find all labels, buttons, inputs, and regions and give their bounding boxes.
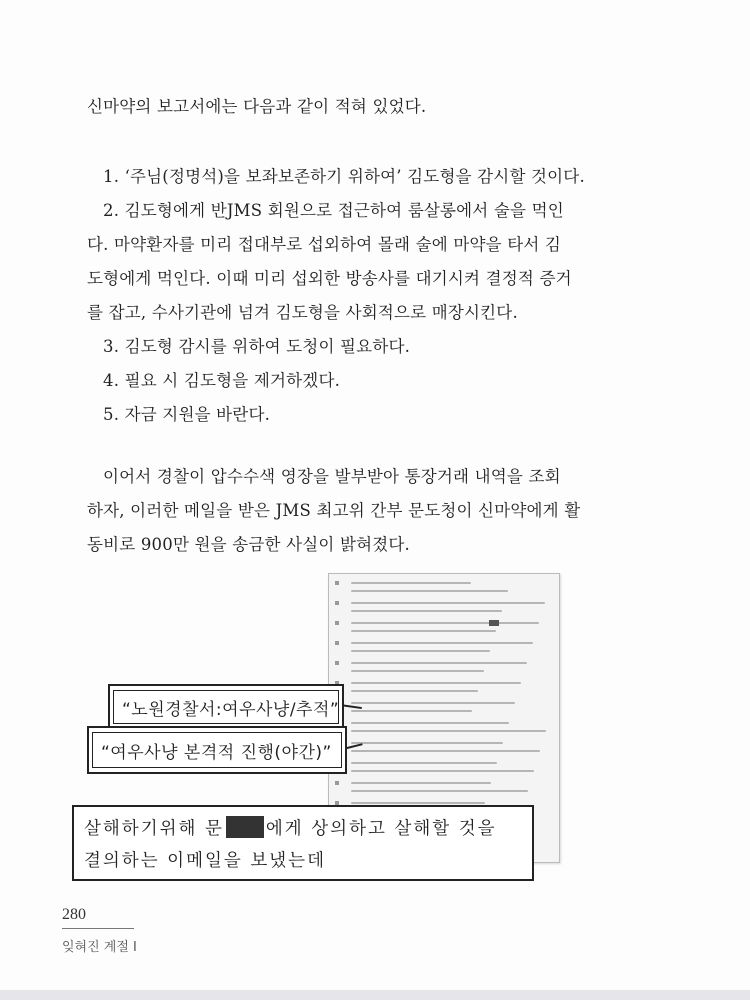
scan-text-line <box>351 750 540 752</box>
callout-caption-line-1 <box>84 813 522 845</box>
scan-redaction <box>489 620 499 626</box>
list-item-5: 5. 자금 지원을 바란다. <box>103 405 271 424</box>
scan-text-line <box>351 630 496 632</box>
scan-text-line <box>351 650 490 652</box>
scan-text-line <box>351 710 472 712</box>
scan-row-marker <box>335 641 339 645</box>
callout-caption-text-b: 에게 상의하고 살해할 것을 <box>265 819 497 839</box>
scan-text-line <box>351 582 471 584</box>
callout-quote-1-text: “노원경찰서:여우사냥/추적” <box>113 690 339 724</box>
scan-row-marker <box>335 581 339 585</box>
scan-text-line <box>351 702 515 704</box>
scan-text-line <box>351 670 484 672</box>
list-item-2-cont-2: 도형에게 먹인다. 이때 미리 섭외한 방송사를 대기시켜 결정적 증거 <box>87 269 572 288</box>
scan-text-line <box>351 790 528 792</box>
book-title: 잊혀진 계절 I <box>62 940 137 955</box>
callout-caption-text-a: 살해하기위해 문 <box>84 819 224 839</box>
scan-row-marker <box>335 621 339 625</box>
callout-caption <box>72 805 534 881</box>
scan-text-line <box>351 610 502 612</box>
scan-text-line <box>351 662 527 664</box>
list-item-2-cont-3: 를 잡고, 수사기관에 넘겨 김도형을 사회적으로 매장시킨다. <box>87 303 518 322</box>
scan-text-line <box>351 802 485 804</box>
callout-quote-2-text: “여우사냥 본격적 진행(야간)” <box>92 732 342 768</box>
list-item-2: 2. 김도형에게 반JMS 회원으로 접근하여 룸살롱에서 술을 먹인 <box>103 201 564 220</box>
scan-text-line <box>351 782 491 784</box>
scan-text-line <box>351 742 503 744</box>
callout-caption-line-2: 결의하는 이메일을 보냈는데 <box>84 851 326 871</box>
outro-line-3: 동비로 900만 원을 송금한 사실이 밝혀졌다. <box>87 535 410 554</box>
scan-row-marker <box>335 661 339 665</box>
redaction-box <box>226 816 264 838</box>
list-item-4: 4. 필요 시 김도형을 제거하겠다. <box>103 371 341 390</box>
scan-text-line <box>351 590 508 592</box>
scan-text-line <box>351 762 497 764</box>
scan-text-line <box>351 690 478 692</box>
bottom-strip <box>0 990 750 1000</box>
list-item-1: 1. ‘주님(정명석)을 보좌보존하기 위하여’ 김도형을 감시할 것이다. <box>103 167 585 186</box>
scan-text-line <box>351 770 534 772</box>
scan-text-line <box>351 602 545 604</box>
callout-quote-2 <box>87 726 347 774</box>
scan-text-line <box>351 642 533 644</box>
scan-text-line <box>351 622 539 624</box>
footer-divider <box>62 928 134 929</box>
scan-text-line <box>351 730 546 732</box>
list-item-3: 3. 김도형 감시를 위하여 도청이 필요하다. <box>103 337 411 356</box>
list-item-2-cont-1: 다. 마약환자를 미리 접대부로 섭외하여 몰래 술에 마약을 타서 김 <box>87 235 562 254</box>
scan-text-line <box>351 682 521 684</box>
outro-paragraph <box>87 460 587 562</box>
callout-quote-1 <box>108 684 344 730</box>
intro-paragraph: 신마약의 보고서에는 다음과 같이 적혀 있었다. <box>87 97 427 116</box>
outro-line-1: 이어서 경찰이 압수수색 영장을 발부받아 통장거래 내역을 조회 <box>103 467 561 486</box>
outro-line-2: 하자, 이러한 메일을 받은 JMS 최고위 간부 문도청이 신마약에게 활 <box>87 501 581 520</box>
page-number: 280 <box>62 906 86 923</box>
report-list <box>87 160 587 432</box>
scan-text-line <box>351 722 509 724</box>
scan-row-marker <box>335 781 339 785</box>
scan-row-marker <box>335 601 339 605</box>
